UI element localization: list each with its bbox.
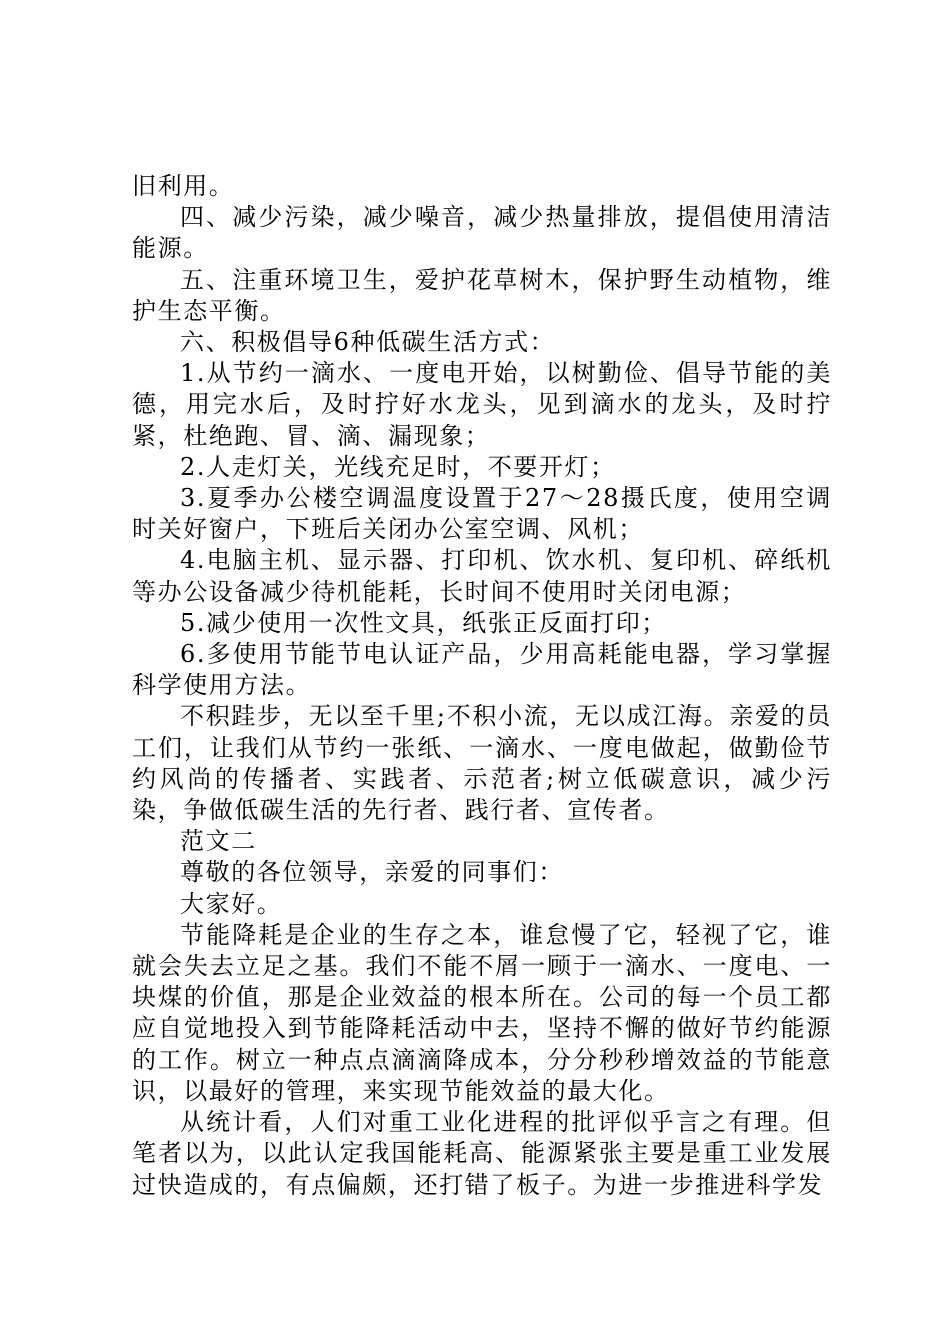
paragraph-item-5: 五、注重环境卫生，爱护花草树木，保护野生动植物，维护生态平衡。 xyxy=(132,265,832,325)
paragraph-continuation: 旧利用。 xyxy=(132,172,235,200)
section-heading: 范文二 xyxy=(180,827,257,856)
list-item-5: 5.减少使用一次性文具，纸张正反面打印； xyxy=(180,608,667,637)
list-item-3: 3.夏季办公楼空调温度设置于27～28摄氏度，使用空调时关好窗户，下班后关闭办公室空调、风机； xyxy=(132,484,832,544)
list-item-1: 1.从节约一滴水、一度电开始，以树勤俭、倡导节能的美德，用完水后，及时拧好水龙头，见到滴水的龙头，及时拧紧，杜绝跑、冒、滴、漏现象； xyxy=(132,359,832,450)
body-paragraph: 从统计看，人们对重工业化进程的批评似乎言之有理。但笔者以为，以此认定我国能耗高、能源紧张主要是重工业发展过快造成的，有点偏颇，还打错了板子。为进一步推进科学发 xyxy=(132,1108,832,1199)
salutation: 尊敬的各位领导，亲爱的同事们： xyxy=(180,858,564,887)
body-paragraph: 节能降耗是企业的生存之本，谁怠慢了它，轻视了它，谁就会失去立足之基。我们不能不屑一顾于一滴水、一度电、一块煤的价值，那是企业效益的根本所在。公司的每一个员工都应自觉地投入到节能降耗活动中去，坚持不懈的做好节约能源的工作。树立一种点点滴滴降成本，分分秒秒增效益的节能意识，以最好的管理，来实现节能效益的最大化。 xyxy=(132,920,832,1105)
greeting: 大家好。 xyxy=(180,889,283,918)
document-body xyxy=(132,171,832,1201)
closing-paragraph: 不积跬步，无以至千里;不积小流，无以成江海。亲爱的员工们，让我们从节约一张纸、一滴水、一度电做起，做勤俭节约风尚的传播者、实践者、示范者;树立低碳意识，减少污染，争做低碳生活的先行者、践行者、宣传者。 xyxy=(132,702,832,825)
list-item-4: 4.电脑主机、显示器、打印机、饮水机、复印机、碎纸机等办公设备减少待机能耗，长时间不使用时关闭电源； xyxy=(132,546,832,606)
list-item-6: 6.多使用节能节电认证产品，少用高耗能电器，学习掌握科学使用方法。 xyxy=(132,640,832,700)
paragraph-item-4: 四、减少污染，减少噪音，减少热量排放，提倡使用清洁能源。 xyxy=(132,203,832,263)
paragraph-item-6: 六、积极倡导6种低碳生活方式： xyxy=(180,328,556,357)
list-item-2: 2.人走灯关，光线充足时，不要开灯； xyxy=(180,452,616,481)
